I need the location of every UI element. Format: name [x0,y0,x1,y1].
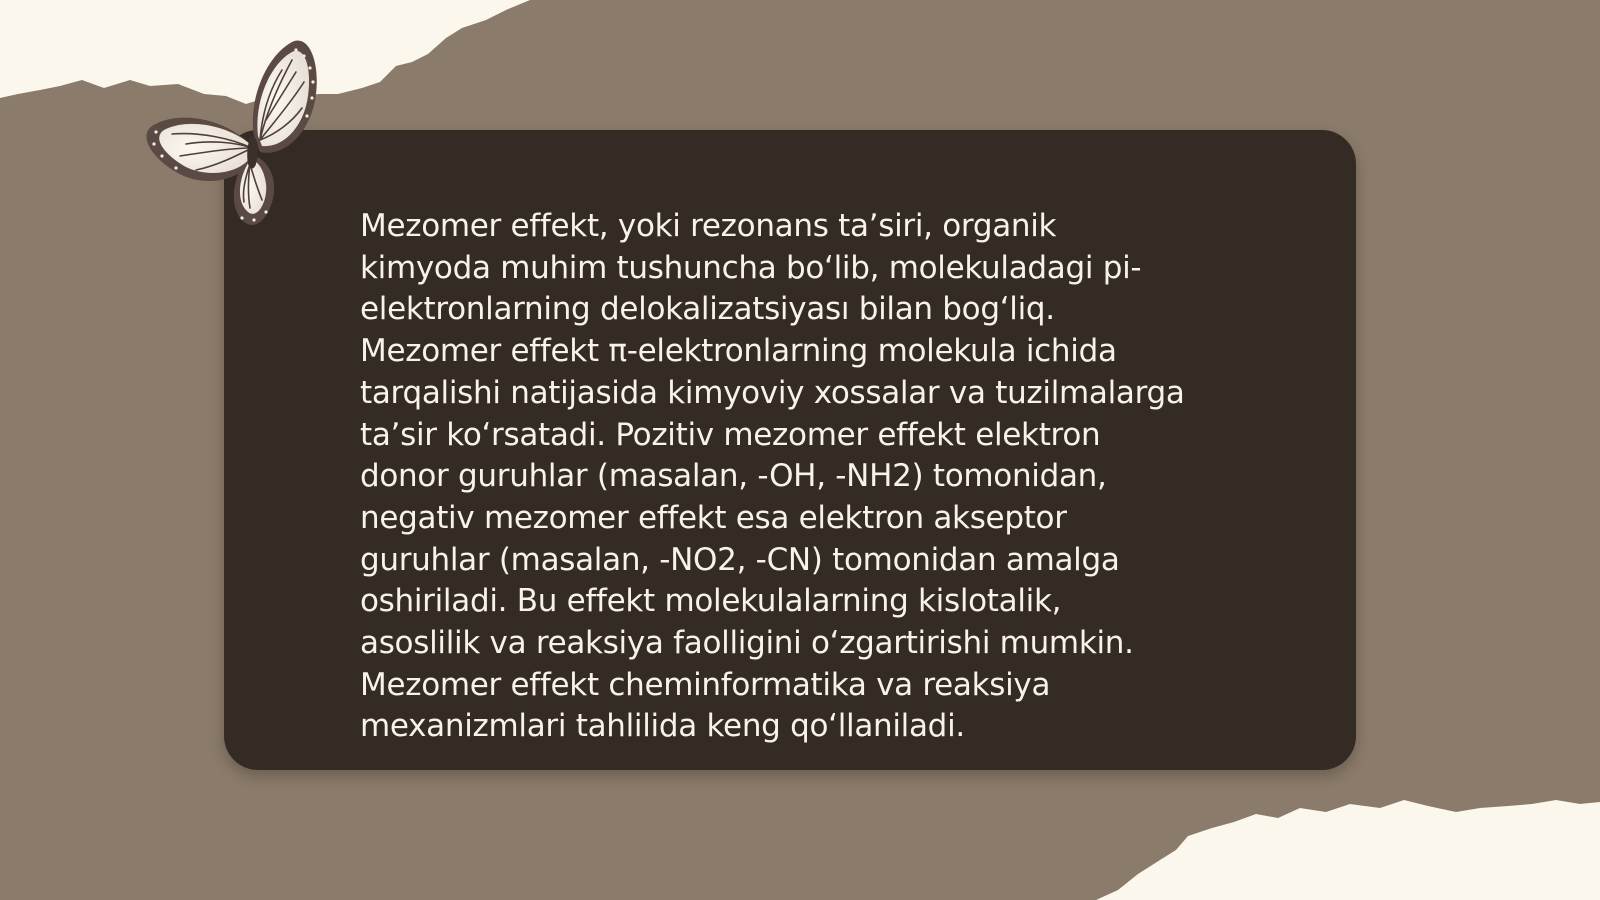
butterfly-icon [136,36,336,226]
bottom-right-torn-paper [1096,800,1600,900]
body-paragraph: Mezomer effekt, yoki rezonans ta’siri, organik kimyoda muhim tushuncha bo‘lib, molekuladagi pi- elektronlarning delokalizatsiyası bilan bog‘liq. Mezomer effekt π-elektronlarning molekula ichida tarqalishi natijasida kimyoviy xossalar va tuzilmalarga ta’sir ko‘rsatadi. Pozitiv mezomer effekt elektron donor guruhlar (masalan, -OH, -NH2) tomonidan, negativ mezomer effekt esa elektron akseptor guruhlar (masalan, -NO2, -CN) tomonidan amalga oshiriladi. Bu effekt molekulalarning kislotalik, asoslilik va reaksiya faolligini o‘zgartirishi mumkin. Mezomer effekt cheminformatika va reaksiya mexanizmlari tahlilida keng qo‘llaniladi. [360,208,1185,745]
